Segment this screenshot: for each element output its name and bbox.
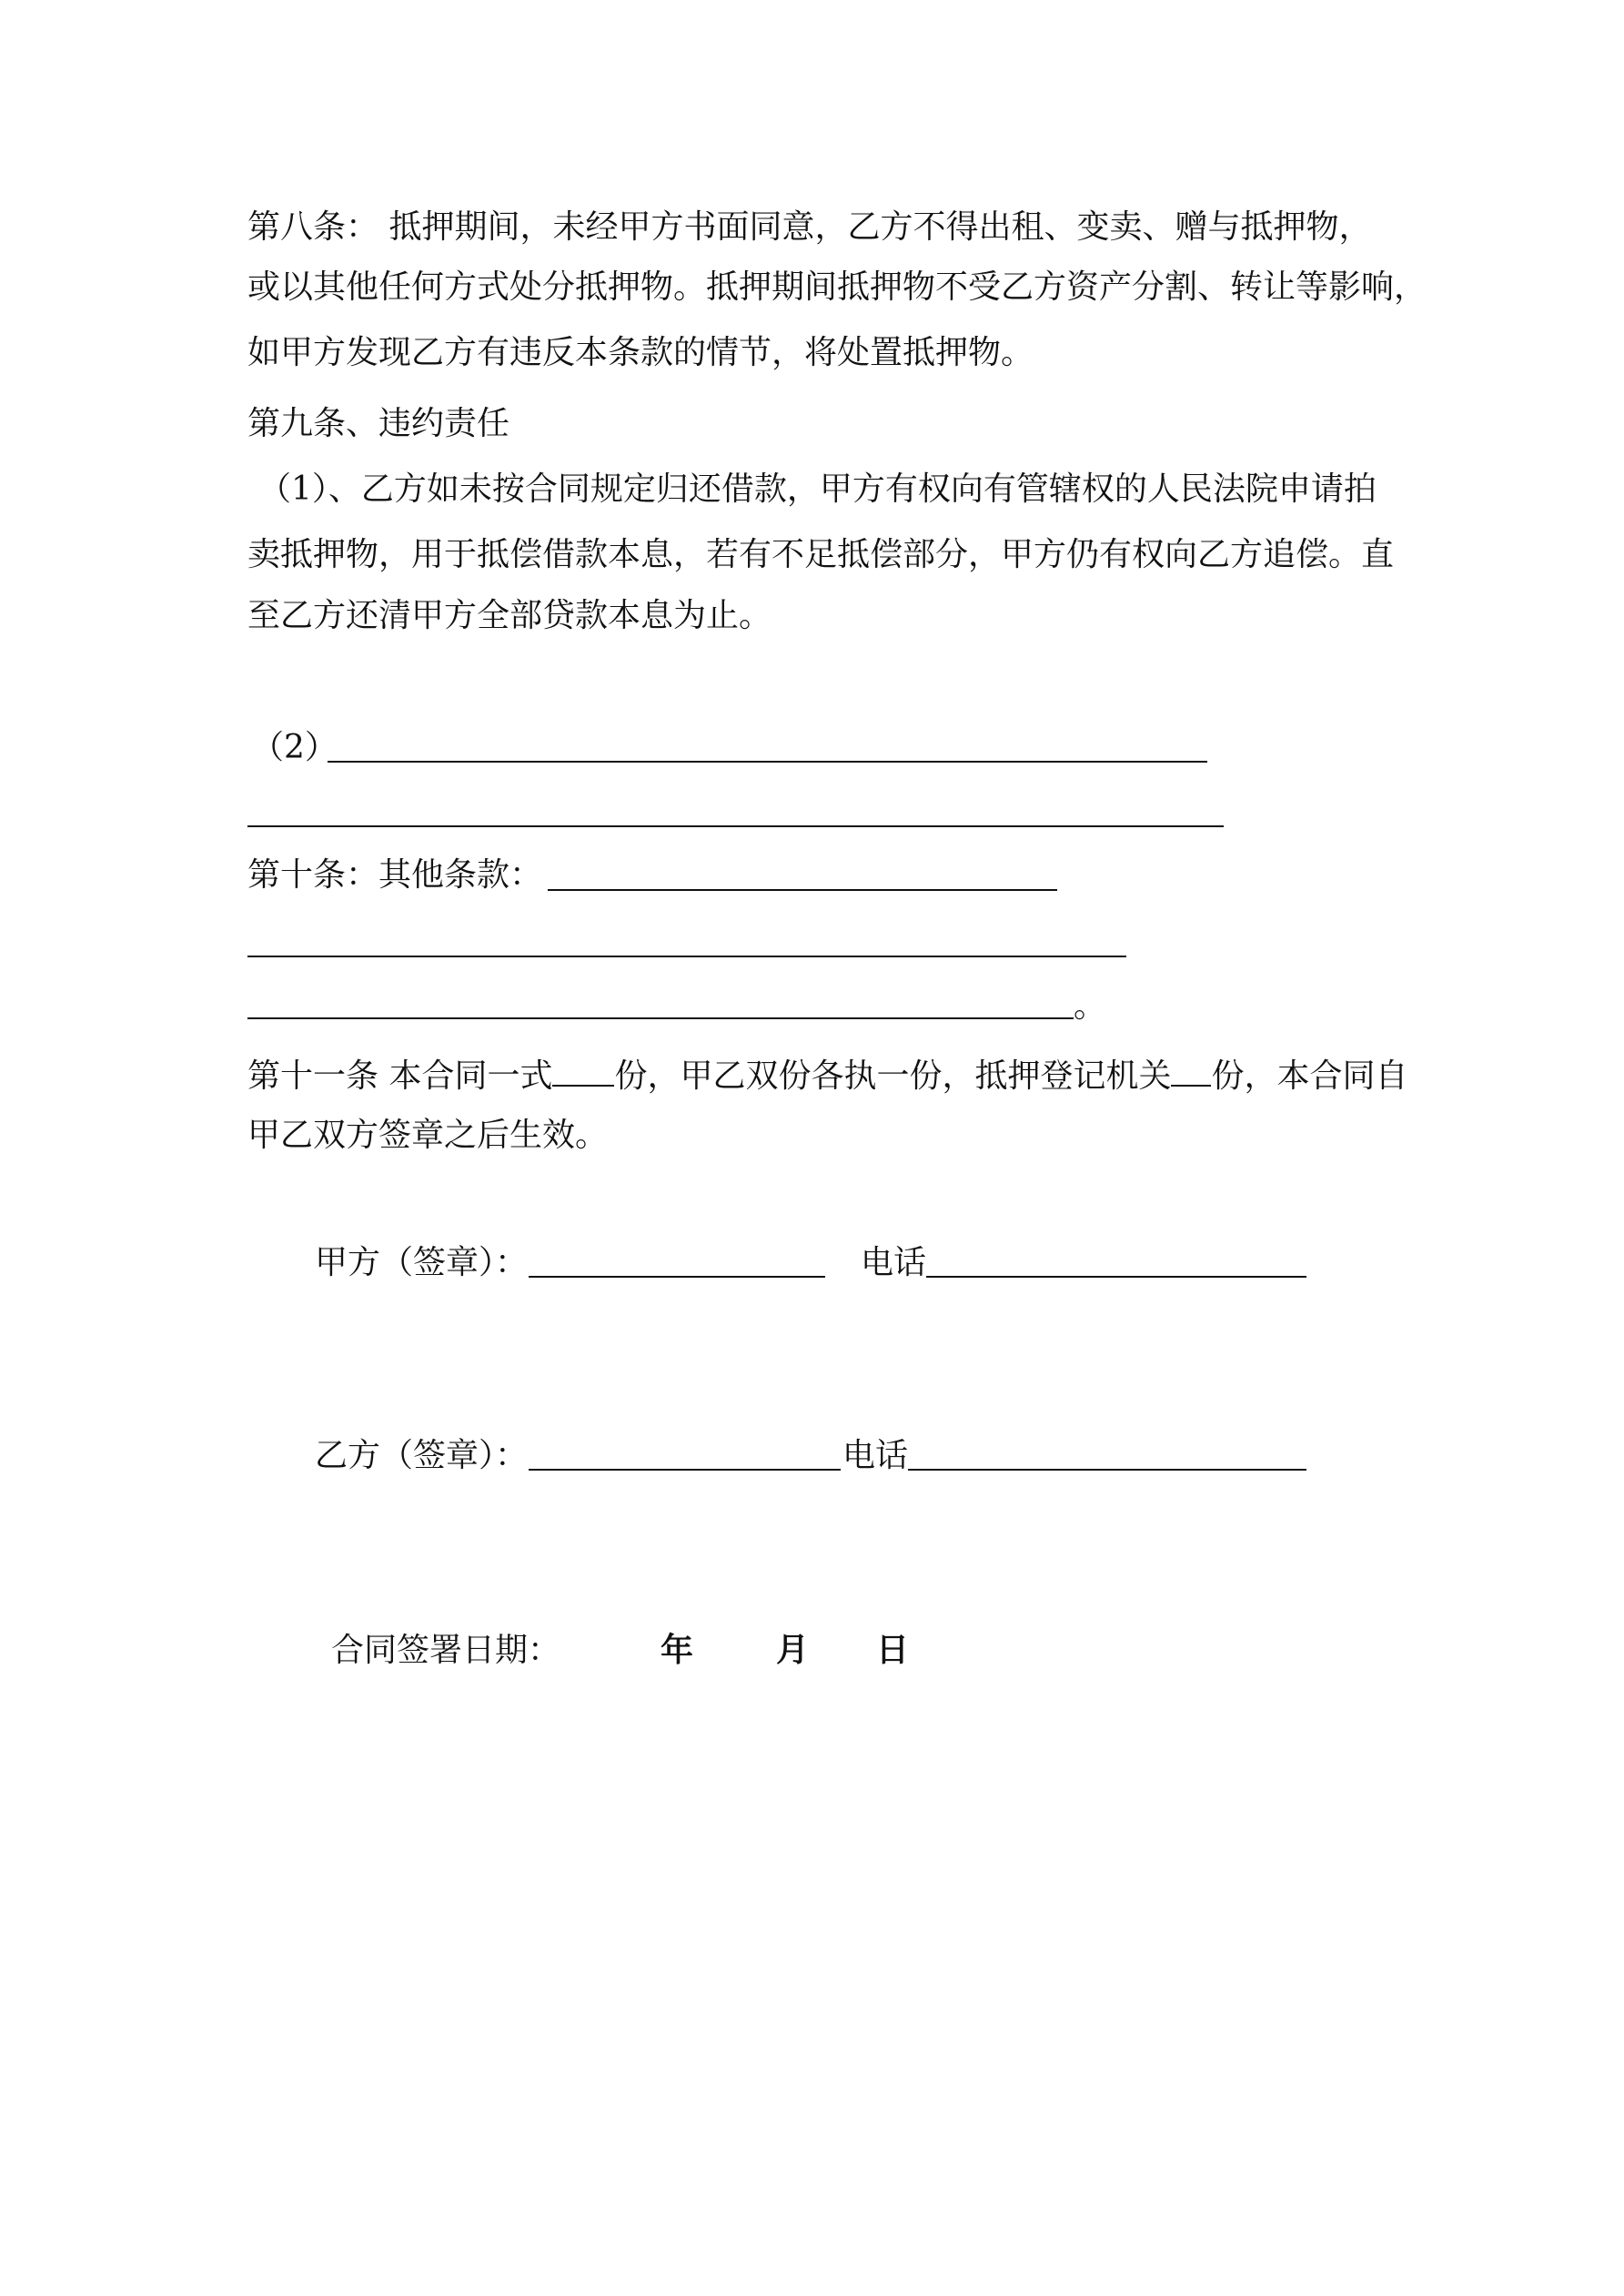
article-9-item-1-line-3: 至乙方还清甲方全部贷款本息为止。	[247, 597, 772, 634]
party-a-phone-blank	[926, 1276, 1306, 1278]
article-8-line-3: 如甲方发现乙方有违反本条款的情节，将处置抵押物。	[247, 334, 1034, 371]
signing-date-day: 日	[876, 1632, 910, 1669]
article-9-item-2-label: （2）	[251, 729, 338, 766]
article-10-blank-3	[247, 1017, 1074, 1019]
party-b-phone-label: 电话	[842, 1437, 909, 1474]
article-10-period: 。	[1074, 987, 1107, 1025]
registry-copies-blank	[1171, 1048, 1211, 1087]
signing-date-year: 年	[661, 1632, 694, 1669]
article-8-line-1: 第八条： 抵押期间，未经甲方书面同意，乙方不得出租、变卖、赠与抵押物，	[247, 208, 1372, 246]
article-9-item-2-blank-2	[247, 825, 1224, 827]
party-a-label: 甲方（签章）：	[315, 1244, 529, 1281]
copies-blank	[552, 1048, 614, 1087]
article-10-blank-1	[548, 889, 1057, 891]
party-b-signature-blank	[529, 1469, 841, 1471]
article-10-label: 第十条：其他条款：	[247, 856, 543, 894]
signing-date-month: 月	[776, 1632, 810, 1669]
article-10-blank-2	[247, 956, 1126, 957]
article-11-part-3: 份，本合同自	[1211, 1057, 1408, 1095]
signing-date-label: 合同签署日期：	[331, 1632, 561, 1669]
article-11-line-2: 甲乙双方签章之后生效。	[247, 1117, 609, 1154]
article-11-line-1	[247, 1048, 1407, 1098]
article-11-part-1: 第十一条 本合同一式	[247, 1057, 553, 1095]
article-9-item-1-line-1: （1）、乙方如未按合同规定归还借款，甲方有权向有管辖权的人民法院申请拍	[258, 470, 1377, 508]
article-9-item-1-line-2: 卖抵押物，用于抵偿借款本息，若有不足抵偿部分，甲方仍有权向乙方追偿。直	[247, 536, 1395, 573]
article-9-title: 第九条、违约责任	[247, 405, 510, 442]
party-b-phone-blank	[908, 1469, 1306, 1471]
article-9-item-2-blank	[328, 761, 1207, 763]
party-b-label: 乙方（签章）：	[315, 1437, 529, 1474]
article-8-line-2: 或以其他任何方式处分抵押物。抵押期间抵押物不受乙方资产分割、转让等影响，	[247, 268, 1427, 306]
party-a-phone-label: 电话	[861, 1244, 927, 1281]
party-a-signature-blank	[529, 1276, 825, 1278]
article-11-part-2: 份，甲乙双份各执一份，抵押登记机关	[614, 1057, 1172, 1095]
